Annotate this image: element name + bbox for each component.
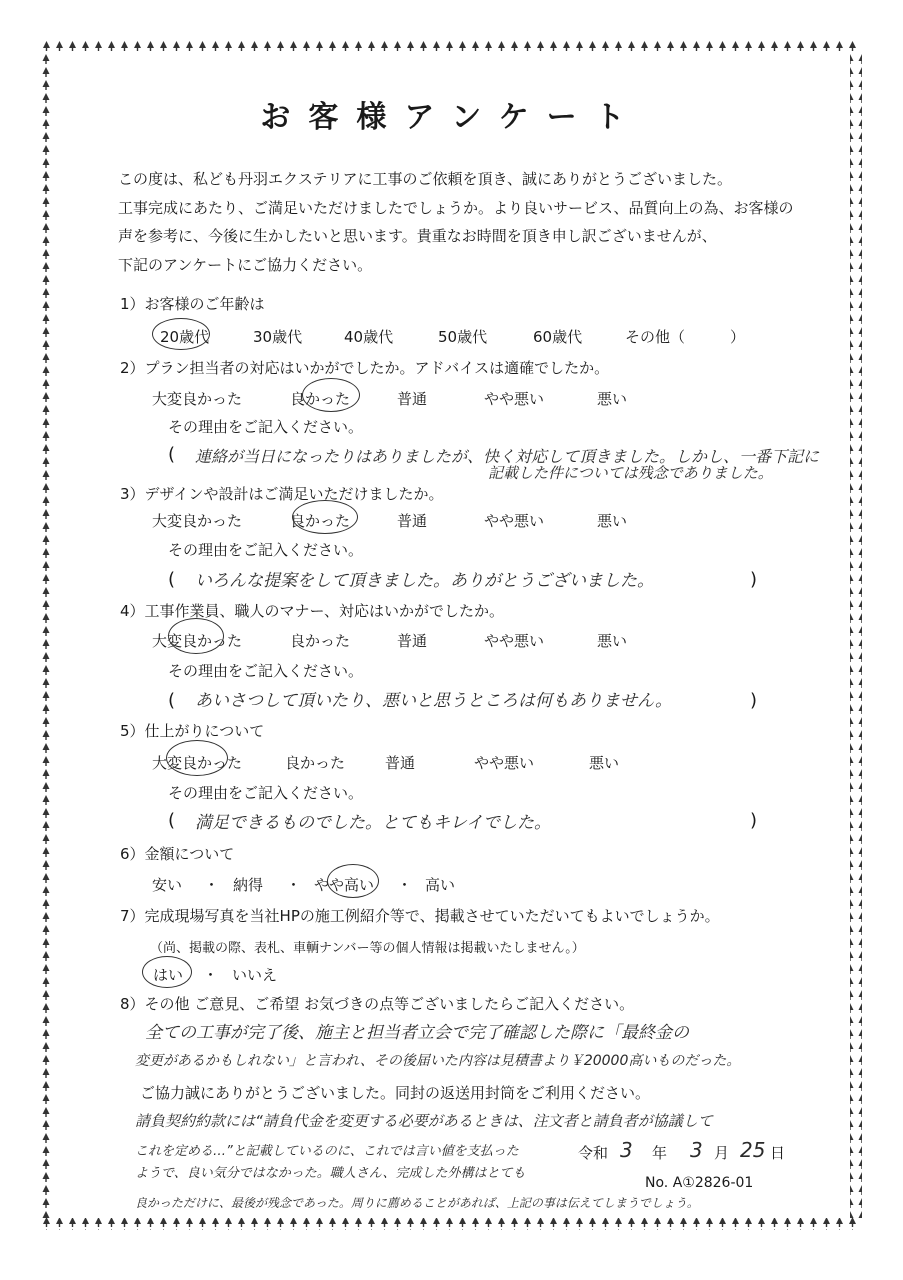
q6-selected-circle [327, 864, 379, 898]
q6-option[interactable]: やや高い [314, 876, 375, 894]
q5-answer: 満足できるものでした。とてもキレイでした。 [195, 813, 551, 833]
paren-close: ) [750, 690, 758, 711]
date-month-unit: 月 [714, 1144, 730, 1162]
document-number: No. A①2826-01 [645, 1175, 754, 1191]
q6-option[interactable]: 安い [152, 876, 183, 894]
q4-option[interactable]: 普通 [397, 632, 428, 650]
paren-open: ( [168, 444, 176, 465]
q8-answer-line3: 請負契約約款には“請負代金を変更する必要があるときは、注文者と請負者が協議して [135, 1112, 713, 1130]
q3-answer: いろんな提案をして頂きました。ありがとうございました。 [195, 571, 654, 591]
q2-selected-circle [302, 378, 360, 412]
q3-option[interactable]: やや悪い [484, 512, 545, 530]
page-title: お客様アンケート [260, 100, 643, 135]
q3-label: 3）デザインや設計はご満足いただけましたか。 [120, 485, 444, 503]
q8-answer-line2: 変更があるかもしれない」と言われ、その後届いた内容は見積書より￥20000高いものだった。 [135, 1053, 741, 1069]
paren-open: ( [168, 569, 176, 590]
q8-answer-line4: これを定める…”と記載しているのに、これでは言い値を支払った [135, 1144, 519, 1159]
intro-line: この度は、私ども丹羽エクステリアに工事のご依頼を頂き、誠にありがとうございました。 [118, 170, 732, 188]
q6-separator: ・ [397, 876, 413, 894]
q4-option[interactable]: やや悪い [484, 632, 545, 650]
paren-open: ( [168, 810, 176, 831]
q1-option[interactable]: その他（ ） [625, 328, 746, 346]
q1-option[interactable]: 60歳代 [533, 328, 583, 346]
q3-selected-circle [292, 500, 358, 534]
date-year-unit: 年 [652, 1144, 668, 1162]
q4-label: 4）工事作業員、職人のマナー、対応はいかがでしたか。 [120, 602, 504, 620]
q4-selected-circle [168, 618, 224, 654]
q2-label: 2）プラン担当者の対応はいかがでしたか。アドバイスは適確でしたか。 [120, 359, 610, 377]
q7-separator: ・ [203, 966, 219, 984]
intro-text [118, 165, 793, 279]
q2-option[interactable]: 良かった [290, 390, 351, 408]
q2-reason-label: その理由をご記入ください。 [168, 418, 364, 436]
q1-option[interactable]: 20歳代 [160, 328, 210, 346]
q8-answer-line1: 全ての工事が完了後、施主と担当者立会で完了確認した際に「最終金の [145, 1023, 689, 1043]
q8-label: 8）その他 ご意見、ご希望 お気づきの点等ございましたらご記入ください。 [120, 995, 635, 1013]
q4-option[interactable]: 悪い [597, 632, 628, 650]
date-month: 3 [690, 1138, 703, 1162]
q6-separator: ・ [204, 876, 220, 894]
intro-line: 下記のアンケートにご協力ください。 [118, 255, 373, 274]
date-day: 25 [740, 1138, 766, 1162]
q1-option[interactable]: 50歳代 [438, 328, 488, 346]
q1-label: 1）お客様のご年齢は [120, 295, 265, 313]
intro-line: 声を参考に、今後に生かしたいと思います。貴重なお時間を頂き申し訳ございませんが、 [118, 227, 717, 245]
q4-option[interactable]: 良かった [290, 632, 351, 650]
q5-option[interactable]: 良かった [285, 754, 346, 772]
q4-answer: あいさつして頂いたり、悪いと思うところは何もありません。 [195, 691, 673, 711]
q2-option[interactable]: 普通 [397, 390, 428, 408]
paren-close: ) [750, 810, 758, 831]
q5-option[interactable]: 大変良かった [152, 754, 243, 772]
q7-note: （尚、掲載の際、表札、車輌ナンバー等の個人情報は掲載いたしません。） [150, 941, 585, 956]
q7-option[interactable]: はい [153, 966, 184, 984]
q7-selected-circle [142, 956, 192, 988]
thanks-text: ご協力誠にありがとうございました。同封の返送用封筒をご利用ください。 [140, 1084, 651, 1102]
q3-option[interactable]: 悪い [597, 512, 628, 530]
q3-reason-label: その理由をご記入ください。 [168, 541, 364, 559]
q3-option[interactable]: 大変良かった [152, 512, 243, 530]
q4-option[interactable]: 大変良かった [152, 632, 243, 650]
date-year: 3 [620, 1138, 633, 1162]
intro-line: 工事完成にあたり、ご満足いただけましたでしょうか。より良いサービス、品質向上の為、お客様の [118, 198, 794, 217]
q2-option[interactable]: 大変良かった [152, 390, 243, 408]
q2-answer-line2: 記載した件については残念でありました。 [488, 464, 773, 482]
date-day-unit: 日 [770, 1144, 786, 1162]
q1-option[interactable]: 40歳代 [344, 328, 394, 346]
q8-answer-line6: 良かっただけに、最後が残念であった。周りに薦めることがあれば、上記の事は伝えてしまうでしょう。 [135, 1196, 699, 1210]
q7-label: 7）完成現場写真を当社HPの施工例紹介等で、掲載させていただいてもよいでしょうか。 [120, 907, 720, 925]
q8-answer-line5: ようで、良い気分ではなかった。職人さん、完成した外構はとても [135, 1166, 526, 1181]
q5-option[interactable]: やや悪い [474, 754, 535, 772]
paren-open: ( [168, 690, 176, 711]
q3-option[interactable]: 良かった [290, 512, 351, 530]
q4-reason-label: その理由をご記入ください。 [168, 662, 364, 680]
q6-label: 6）金額について [120, 845, 235, 863]
q7-option[interactable]: いいえ [232, 966, 278, 984]
q2-answer-line1: 連絡が当日になったりはありましたが、快く対応して頂きました。しかし、一番下記に [195, 447, 820, 466]
q1-option[interactable]: 30歳代 [253, 328, 303, 346]
date-era: 令和 [578, 1144, 609, 1162]
q5-option[interactable]: 普通 [385, 754, 416, 772]
q5-label: 5）仕上がりについて [120, 722, 265, 740]
q6-option[interactable]: 納得 [233, 876, 264, 894]
paren-close: ) [750, 569, 758, 590]
q1-selected-circle [152, 318, 210, 350]
q5-selected-circle [166, 740, 228, 776]
q5-reason-label: その理由をご記入ください。 [168, 784, 364, 802]
q2-option[interactable]: やや悪い [484, 390, 545, 408]
q5-option[interactable]: 悪い [589, 754, 620, 772]
q3-option[interactable]: 普通 [397, 512, 428, 530]
q2-option[interactable]: 悪い [597, 390, 628, 408]
q6-separator: ・ [286, 876, 302, 894]
q6-option[interactable]: 高い [425, 876, 456, 894]
